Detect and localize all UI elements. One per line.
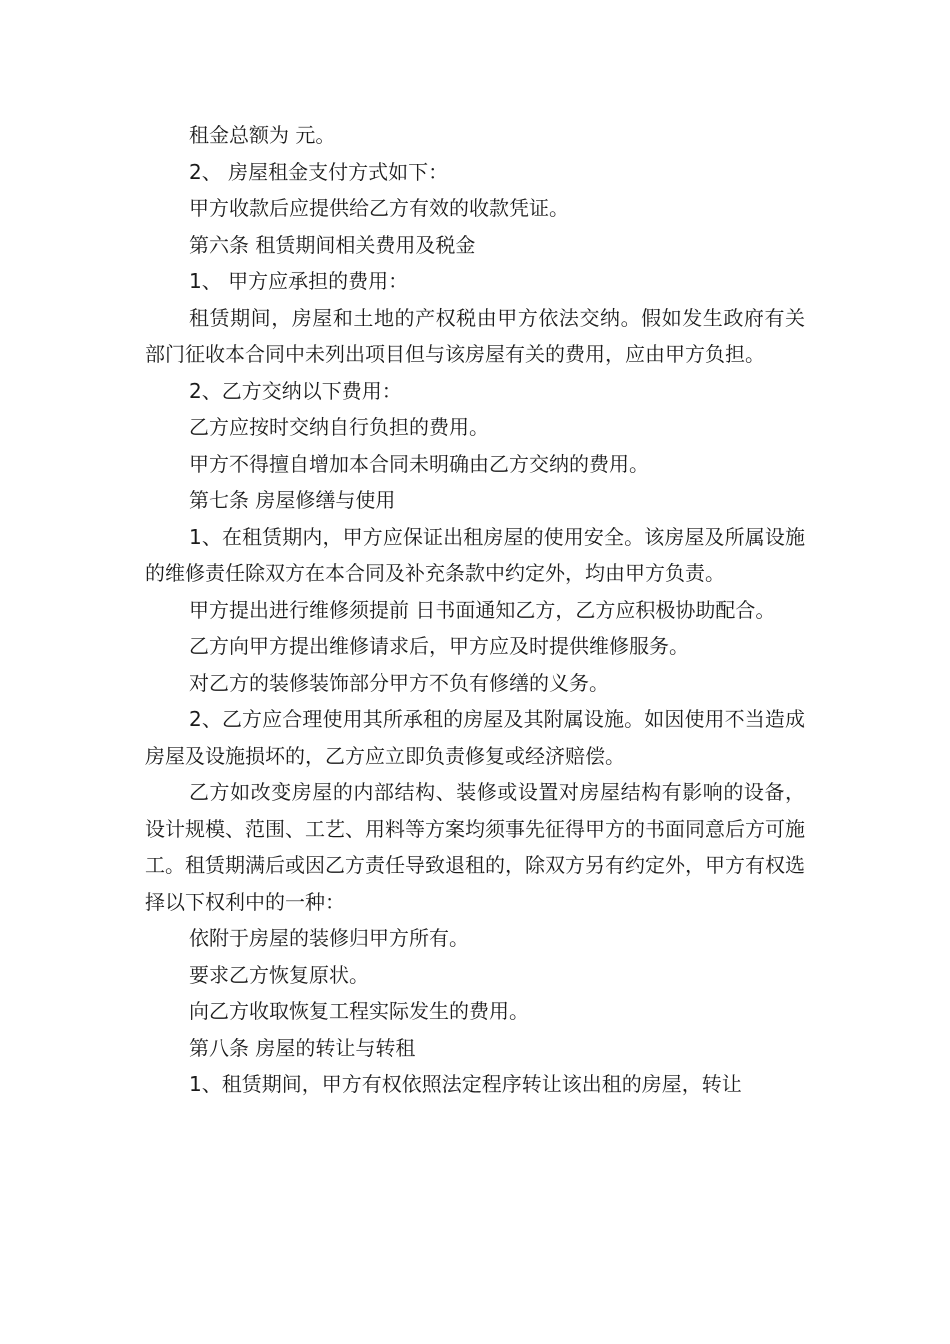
paragraph: 1、租赁期间，甲方有权依照法定程序转让该出租的房屋，转让 bbox=[189, 1072, 742, 1096]
paragraph: 甲方不得擅自增加本合同未明确由乙方交纳的费用。 bbox=[189, 451, 649, 476]
paragraph: 乙方应按时交纳自行负担的费用。 bbox=[189, 415, 489, 439]
paragraph: 向乙方收取恢复工程实际发生的费用。 bbox=[189, 999, 529, 1023]
paragraph: 对乙方的装修装饰部分甲方不负有修缮的义务。 bbox=[189, 670, 609, 695]
section-heading: 第七条 房屋修缮与使用 bbox=[189, 488, 396, 512]
section-heading: 第八条 房屋的转让与转租 bbox=[189, 1035, 416, 1060]
paragraph: 乙方向甲方提出维修请求后，甲方应及时提供维修服务。 bbox=[189, 634, 689, 658]
paragraph: 2、乙方交纳以下费用： bbox=[189, 378, 402, 403]
section-heading: 第六条 租赁期间相关费用及税金 bbox=[189, 232, 476, 257]
document-body bbox=[145, 117, 805, 1103]
paragraph: 要求乙方恢复原状。 bbox=[189, 962, 369, 987]
paragraph: 租金总额为 元。 bbox=[189, 123, 336, 147]
paragraph: 租赁期间，房屋和土地的产权税由甲方依法交纳。假如发生政府有关部门征收本合同中未列出项目但与该房屋有关的费用，应由甲方负担。 bbox=[145, 305, 805, 366]
paragraph: 1、 甲方应承担的费用： bbox=[189, 269, 409, 293]
paragraph: 2、 房屋租金支付方式如下： bbox=[189, 159, 449, 184]
paragraph: 甲方收款后应提供给乙方有效的收款凭证。 bbox=[189, 196, 569, 220]
paragraph: 甲方提出进行维修须提前 日书面通知乙方，乙方应积极协助配合。 bbox=[189, 597, 776, 622]
paragraph: 依附于房屋的装修归甲方所有。 bbox=[189, 926, 469, 950]
paragraph: 1、在租赁期内，甲方应保证出租房屋的使用安全。该房屋及所属设施的维修责任除双方在本合同及补充条款中约定外，均由甲方负责。 bbox=[145, 524, 805, 585]
paragraph: 乙方如改变房屋的内部结构、装修或设置对房屋结构有影响的设备，设计规模、范围、工艺、用料等方案均须事先征得甲方的书面同意后方可施工。租赁期满后或因乙方责任导致退租的，除双方另有约定外，甲方有权选择以下权利中的一种： bbox=[145, 780, 805, 914]
paragraph: 2、乙方应合理使用其所承租的房屋及其附属设施。如因使用不当造成房屋及设施损坏的，乙方应立即负责修复或经济赔偿。 bbox=[145, 707, 805, 768]
